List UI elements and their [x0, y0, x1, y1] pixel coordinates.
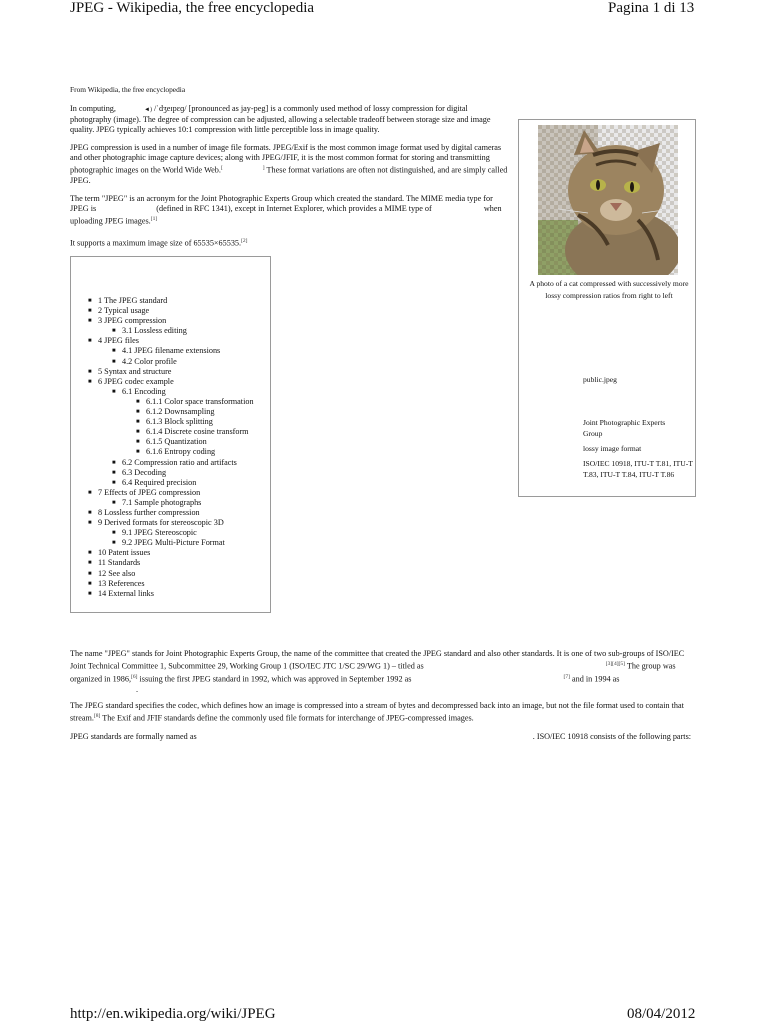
body-p1-c: issuing the first JPEG standard in 1992, which was approved in September 1992 as [139, 674, 412, 684]
body-paragraph-1 [70, 649, 700, 695]
intro-p3-tail: when uploading JPEG images. [70, 204, 502, 227]
body-p2-text: The JPEG standard specifies the codec, which defines how an image is compressed into a stream of bytes and decompressed back into an image, but not the file format used to contain that stream. [70, 701, 684, 723]
filename-extension-value: public.jpeg [583, 375, 617, 384]
toc-item[interactable]: ■ 8 Lossless further compression [88, 508, 254, 518]
toc-item[interactable]: ■ 1 The JPEG standard [88, 296, 254, 306]
page-number: Pagina 1 di 13 [608, 0, 695, 16]
toc-item[interactable]: ■ 4.1 JPEG filename extensions [88, 346, 254, 356]
toc-item[interactable]: ■ 14 External links [88, 589, 254, 599]
toc-item[interactable]: ■ 9.1 JPEG Stereoscopic [88, 528, 254, 538]
toc-item[interactable]: ■ 7.1 Sample photographs [88, 498, 254, 508]
toc-item[interactable]: ■ 2 Typical usage [88, 306, 254, 316]
body-paragraph-3 [70, 732, 700, 742]
citation[interactable]: [2] [241, 238, 248, 244]
toc-item[interactable]: ■ 12 See also [88, 569, 254, 579]
citation[interactable]: [3][4][5] [605, 661, 625, 668]
toc-item[interactable]: ■ 9 Derived formats for stereoscopic 3D [88, 518, 254, 528]
intro-p3-mid: (defined in RFC 1341), except in Internet Explorer, which provides a MIME type of [156, 204, 432, 214]
toc-item[interactable]: ■ 4.2 Color profile [88, 357, 254, 367]
toc-item[interactable]: ■ 6.1.4 Discrete cosine transform [88, 427, 254, 437]
infobox [518, 119, 696, 497]
toc-item[interactable]: ■ 3.1 Lossless editing [88, 326, 254, 336]
toc-item[interactable]: ■ 6.3 Decoding [88, 468, 254, 478]
toc-item[interactable]: ■ 6.1.5 Quantization [88, 437, 254, 447]
body-p1-b: The group was organized in 1986, [70, 661, 676, 684]
toc-item[interactable]: ■ 5 Syntax and structure [88, 367, 254, 377]
toc-item[interactable]: ■ 10 Patent issues [88, 548, 254, 558]
toc-item[interactable]: ■ 3 JPEG compression [88, 316, 254, 326]
toc-item[interactable]: ■ 6 JPEG codec example [88, 377, 254, 387]
body-p2-b: The Exif and JFIF standards define the commonly used file formats for interchange of JPEG-compressed images. [102, 713, 474, 723]
toc-item[interactable]: ■ 6.2 Compression ratio and artifacts [88, 458, 254, 468]
standard-value: ISO/IEC 10918, ITU-T T.81, ITU-T T.83, ITU-T T.84, ITU-T T.86 [583, 459, 693, 479]
toc-item[interactable]: ■ 4 JPEG files [88, 336, 254, 346]
intro-p3-text: The term "JPEG" is an acronym for the Joint Photographic Experts Group which created the standard. The MIME media type for JPEG is [70, 194, 493, 214]
toc-item[interactable]: ■ 6.1.6 Entropy coding [88, 447, 254, 457]
citation[interactable]: ] [262, 165, 265, 172]
cat-photo[interactable] [538, 125, 678, 275]
toc-item[interactable]: ■ 9.2 JPEG Multi-Picture Format [88, 538, 254, 548]
body-paragraph-2 [70, 701, 700, 724]
table-of-contents [70, 256, 271, 613]
body-p1-d: and in 1994 as [571, 674, 620, 684]
toc-item[interactable]: ■ 11 Standards [88, 558, 254, 568]
intro-paragraph-3 [70, 194, 510, 227]
body-p3-b: . ISO/IEC 10918 consists of the following parts: [532, 732, 692, 741]
citation[interactable]: [ [220, 165, 223, 172]
body-p1-e: . [136, 685, 139, 695]
toc-item[interactable]: ■ 7 Effects of JPEG compression [88, 488, 254, 498]
body-p3-text: JPEG standards are formally named as [70, 732, 197, 741]
toc-item[interactable]: ■ 13 References [88, 579, 254, 589]
intro-paragraph-2 [70, 143, 510, 187]
speaker-icon[interactable]: ◄) [144, 107, 152, 113]
from-line: From Wikipedia, the free encyclopedia [70, 85, 186, 94]
document-title: JPEG - Wikipedia, the free encyclopedia [70, 0, 315, 16]
toc-list [88, 296, 254, 599]
page-url: http://en.wikipedia.org/wiki/JPEG [70, 1006, 276, 1022]
citation[interactable]: [6] [131, 674, 138, 681]
intro-paragraph-1 [70, 104, 510, 136]
intro-p1-lead: In computing, [70, 104, 116, 113]
body-p1-text: The name "JPEG" stands for Joint Photographic Experts Group, the name of the committee that created the JPEG standard and also other standards. It is one of two sub-groups of ISO/IEC Joint Technical Committee 1, Subcommittee 29, Working Group 1 (ISO/IEC JTC 1/SC 29/WG 1) – titled as [70, 649, 685, 671]
toc-item[interactable]: ■ 6.4 Required precision [88, 478, 254, 488]
citation[interactable]: [8] [93, 713, 101, 720]
citation[interactable]: [7] [563, 674, 570, 681]
intro-p4-text: It supports a maximum image size of 65535×65535. [70, 238, 242, 248]
toc-item[interactable]: ■ 6.1 Encoding [88, 387, 254, 397]
intro-p2-tail: These format variations are often not distinguished, and are simply called JPEG. [70, 166, 508, 186]
print-date: 08/04/2012 [627, 1006, 696, 1022]
format-type-value: lossy image format [583, 444, 642, 453]
toc-item[interactable]: ■ 6.1.3 Block splitting [88, 417, 254, 427]
intro-paragraph-4 [70, 236, 510, 249]
citation[interactable]: [1] [150, 216, 158, 223]
intro-p1-text: /ˈdʒeɪpɛɡ/ [pronounced as jay-peg] is a commonly used method of lossy compression for digital photography (image). The degree of compression can be adjusted, allowing a selectable tradeoff between storage size and image quality. JPEG typically achieves 10:1 compression with little perceptible loss in image quality. [70, 104, 491, 135]
toc-item[interactable]: ■ 6.1.2 Downsampling [88, 407, 254, 417]
toc-item[interactable]: ■ 6.1.1 Color space transformation [88, 397, 254, 407]
intro-p2-text: JPEG compression is used in a number of image file formats. JPEG/Exif is the most common image format used by digital cameras and other photographic image capture devices; along with JPEG/JFIF, it is the most common format for storing and transmitting photographic images on the World Wide Web. [70, 143, 502, 176]
image-caption: A photo of a cat compressed with successively more lossy compression ratios from right to left [529, 279, 689, 300]
developer-value: Joint Photographic Experts Group [583, 418, 666, 438]
